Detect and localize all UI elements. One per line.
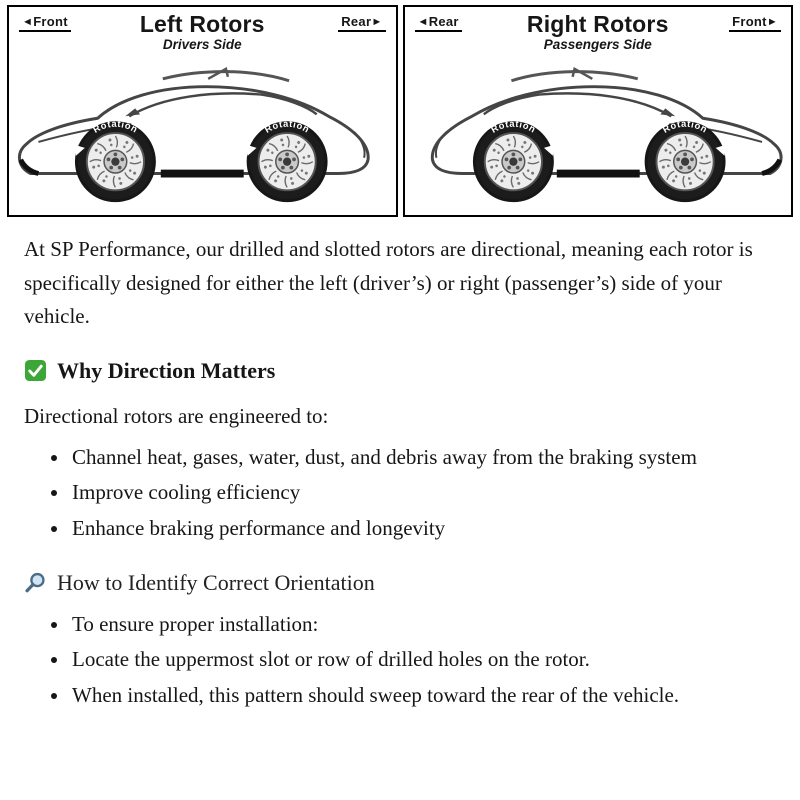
front-rotor-left — [78, 124, 153, 199]
section-title: How to Identify Correct Orientation — [57, 569, 375, 595]
magnifier-icon — [24, 571, 47, 594]
right-panel-header — [405, 7, 792, 52]
right-panel-subtitle: Passengers Side — [543, 37, 652, 53]
rear-rotor-left — [250, 124, 325, 199]
arrow-right-icon: ► — [371, 16, 383, 28]
rear-label-text: Rear — [341, 14, 372, 29]
rear-label-text: Rear — [428, 14, 459, 29]
rear-rotor-right — [475, 124, 550, 199]
left-panel-title: Left Rotors — [139, 11, 265, 37]
left-panel-subtitle: Drivers Side — [162, 37, 242, 53]
list-item: • Improve cooling efficiency — [70, 476, 766, 510]
list-item: • To ensure proper installation: — [70, 608, 766, 642]
list-item: • Channel heat, gases, water, dust, and debris away from the braking system — [70, 441, 766, 475]
list-item: • When installed, this pattern should sweep toward the rear of the vehicle. — [70, 679, 766, 713]
right-rotors-panel — [403, 5, 794, 217]
article-body — [0, 217, 800, 712]
section-heading-why-direction-matters — [24, 358, 774, 384]
intro-paragraph: At SP Performance, our drilled and slotted rotors are directional, meaning each rotor is specifically designed for either the left (driver’s) or right (passenger’s) side of your vehicle. — [24, 237, 753, 329]
rear-direction-label — [338, 14, 385, 32]
left-panel-header — [9, 7, 396, 52]
list-item: • Enhance braking performance and longevity — [70, 512, 766, 546]
front-direction-label — [19, 14, 71, 32]
front-label-text: Front — [33, 14, 68, 29]
direction-benefits-list — [24, 441, 766, 546]
left-rotors-panel — [7, 5, 398, 217]
section-heading-identify-orientation — [24, 570, 774, 596]
orientation-steps-list — [24, 608, 766, 713]
list-item: • Locate the uppermost slot or row of drilled holes on the rotor. — [70, 643, 766, 677]
check-icon — [24, 359, 47, 382]
arrow-right-icon: ► — [766, 16, 778, 28]
rear-direction-label — [415, 14, 462, 32]
right-panel-title: Right Rotors — [526, 11, 669, 37]
right-car-illustration — [405, 63, 792, 213]
section-lead: Directional rotors are engineered to: — [24, 403, 329, 428]
front-rotor-right — [647, 124, 722, 199]
rotor-direction-diagram — [0, 0, 800, 217]
front-label-text: Front — [732, 14, 767, 29]
rotation-label-rear-right: Rotation — [488, 118, 538, 135]
arrow-left-icon: ◄ — [22, 16, 34, 28]
rotation-label-front-right: Rotation — [660, 118, 709, 135]
section-title: Why Direction Matters — [57, 357, 276, 383]
rotation-label-front-left: Rotation — [91, 118, 140, 135]
front-direction-label — [729, 14, 781, 32]
arrow-left-icon: ◄ — [417, 16, 429, 28]
left-car-illustration — [9, 63, 396, 213]
rotation-label-rear-left: Rotation — [263, 118, 312, 135]
